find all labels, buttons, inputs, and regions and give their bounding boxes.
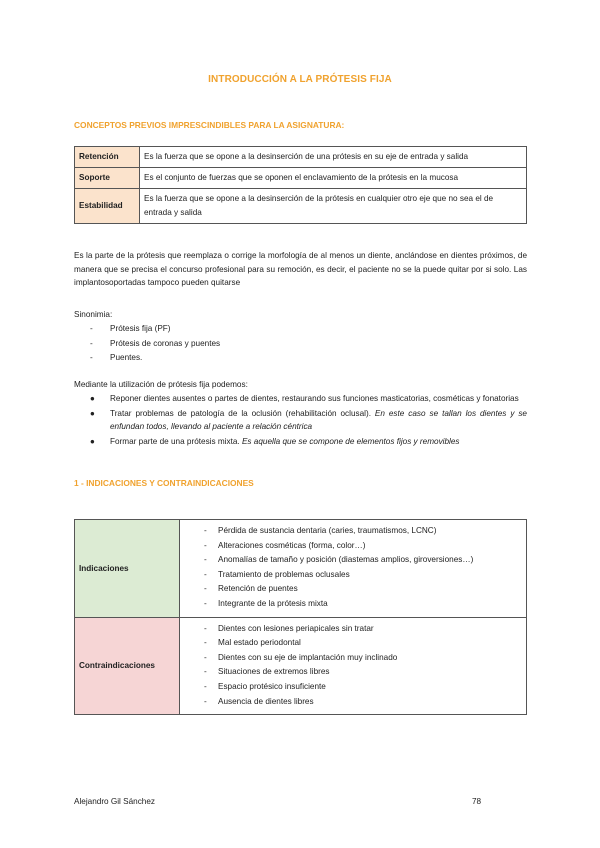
section-1-heading: 1 - INDICACIONES Y CONTRAINDICACIONES bbox=[74, 478, 254, 488]
page-title: INTRODUCCIÓN A LA PRÓTESIS FIJA bbox=[208, 74, 392, 85]
contraindications-row bbox=[75, 617, 527, 715]
list-item bbox=[74, 392, 527, 406]
definitions-table bbox=[74, 146, 527, 224]
indications-label: Indicaciones bbox=[75, 520, 180, 618]
list-item: - Puentes. bbox=[74, 351, 220, 366]
list-item: - Tratamiento de problemas oclusales bbox=[180, 568, 526, 583]
list-item: - Ausencia de dientes libres bbox=[180, 695, 526, 710]
concepts-heading: CONCEPTOS PREVIOS IMPRESCINDIBLES PARA LA ASIGNATURA: bbox=[74, 120, 345, 130]
indications-cell bbox=[180, 520, 527, 618]
bullet-icon: ● bbox=[90, 408, 95, 418]
list-item: - Prótesis fija (PF) bbox=[74, 322, 220, 337]
uses-intro: Mediante la utilización de prótesis fija podemos: bbox=[74, 380, 248, 389]
bullet-icon: ● bbox=[90, 394, 95, 403]
definition-term: Estabilidad bbox=[75, 189, 140, 224]
list-item: - Anomalías de tamaño y posición (diastemas amplios, giroversiones…) bbox=[180, 553, 526, 568]
list-item: - Retención de puentes bbox=[180, 582, 526, 597]
intro-paragraph: Es la parte de la prótesis que reemplaza o corrige la morfología de al menos un diente, anclándose en dientes próximos, de manera que se precisa el concurso profesional para su remoción, es decir, el paciente no se la puede quitar por si solo. Las implantosoportadas tampoco pueden quitarse bbox=[74, 251, 527, 288]
use-italic-text: Es aquella que se compone de elementos fijos y removibles bbox=[241, 436, 460, 446]
contraindications-cell bbox=[180, 617, 527, 715]
list-item: - Alteraciones cosméticas (forma, color…) bbox=[180, 539, 526, 554]
synonyms-label: Sinonimia: bbox=[74, 310, 113, 319]
list-item bbox=[74, 407, 527, 434]
indications-row bbox=[75, 520, 527, 618]
definition-row bbox=[75, 147, 527, 168]
list-item: - Prótesis de coronas y puentes bbox=[74, 337, 220, 352]
definition-row bbox=[75, 168, 527, 189]
list-item: - Espacio protésico insuficiente bbox=[180, 680, 526, 695]
page-number: 78 bbox=[472, 797, 482, 806]
use-text: Formar parte de una prótesis mixta. bbox=[110, 436, 242, 446]
footer-author: Alejandro Gil Sánchez bbox=[74, 797, 156, 806]
definition-text: Es la fuerza que se opone a la desinserción de una prótesis en su eje de entrada y salida bbox=[140, 147, 527, 168]
definition-term: Retención bbox=[75, 147, 140, 168]
list-item: - Integrante de la prótesis mixta bbox=[180, 597, 526, 612]
uses-list bbox=[74, 392, 527, 449]
list-item: - Pérdida de sustancia dentaria (caries, traumatismos, LCNC) bbox=[180, 524, 526, 539]
use-text: Reponer dientes ausentes o partes de dientes, restaurando sus funciones masticatorias, cosméticas y fonatorias bbox=[110, 394, 519, 403]
definition-text: Es la fuerza que se opone a la desinserción de la prótesis en cualquier otro eje que no sea el de entrada y salida bbox=[140, 189, 527, 224]
list-item: - Mal estado periodontal bbox=[180, 636, 526, 651]
list-item: - Dientes con lesiones periapicales sin tratar bbox=[180, 622, 526, 637]
contraindications-label: Contraindicaciones bbox=[75, 617, 180, 715]
definition-term: Soporte bbox=[75, 168, 140, 189]
synonyms-list bbox=[74, 322, 220, 366]
definition-row bbox=[75, 189, 527, 224]
bullet-icon: ● bbox=[90, 436, 95, 446]
list-item: - Dientes con su eje de implantación muy inclinado bbox=[180, 651, 526, 666]
definition-text: Es el conjunto de fuerzas que se oponen el enclavamiento de la prótesis en la mucosa bbox=[140, 168, 527, 189]
use-text: Tratar problemas de patología de la oclusión (rehabilitación oclusal). bbox=[110, 408, 375, 418]
list-item bbox=[74, 435, 527, 449]
list-item: - Situaciones de extremos libres bbox=[180, 665, 526, 680]
indications-table bbox=[74, 519, 527, 715]
use-italic-text: En este caso se tallan los dientes y se enfundan todos, llevando al paciente a relación céntrica bbox=[110, 408, 527, 432]
